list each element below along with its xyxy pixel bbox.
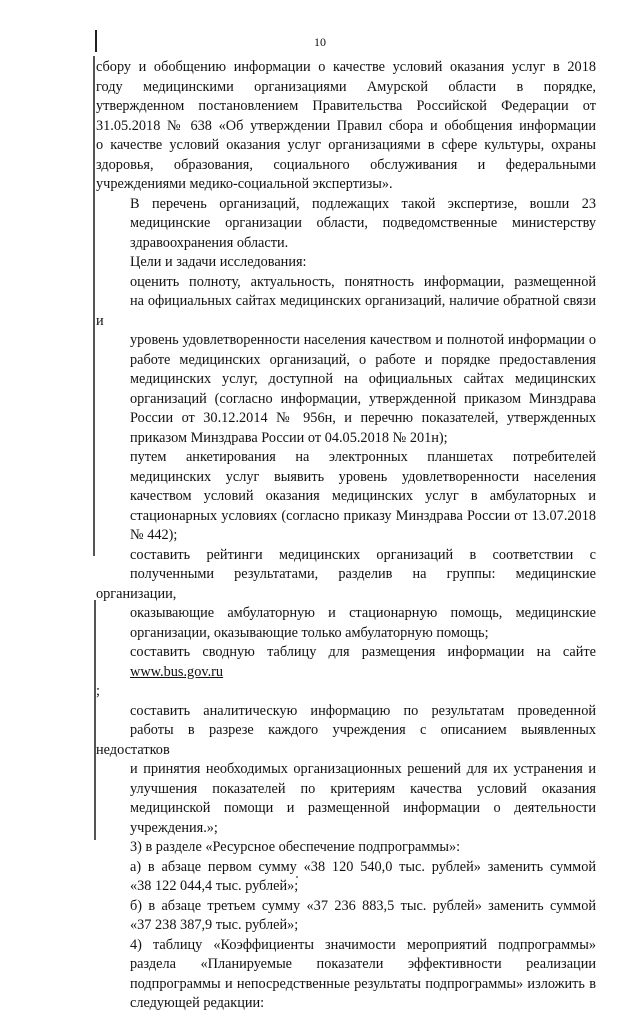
text-line: следующей редакции: (130, 995, 265, 1011)
text-line: учреждения.»; (130, 819, 218, 836)
scan-edge-line (93, 56, 95, 556)
text-line: стационарных условиях (согласно приказу Минздрава России от 13.07.2018 (130, 507, 596, 524)
text-line: медицинских услуг, доступной на официальных сайтах медицинских (130, 371, 596, 387)
paragraph (96, 838, 596, 858)
paragraph (96, 643, 596, 702)
text-line: году медицинскими организациями Амурской области в порядке, (96, 78, 596, 95)
text-line: оценить полноту, актуальность, понятность информации, размещенной (130, 273, 596, 290)
website-link[interactable]: www.bus.gov.ru (130, 663, 224, 680)
text-line: на официальных сайтах медицинских организаций, наличие обратной связи и (96, 293, 596, 329)
paragraph (96, 936, 596, 1014)
text-line: полученными результатами, разделив на группы: медицинские организации, (96, 566, 596, 602)
text-line: 4) таблицу «Коэффициенты значимости мероприятий подпрограммы» (130, 936, 596, 953)
text-line: здравоохранения области. (130, 234, 289, 251)
text-line: о качестве условий оказания услуг организациями в сфере культуры, охраны (96, 137, 596, 153)
punctuation: ; (96, 683, 100, 699)
text-line: а) в абзаце первом сумму «38 120 540,0 тыс. рублей» заменить суммой (130, 858, 596, 875)
text-line: 3) в разделе «Ресурсное обеспечение подпрограммы»: (130, 839, 461, 855)
text-line: 31.05.2018 № 638 «Об утверждении Правил сбора и обобщения информации (96, 117, 596, 134)
text-line: «38 122 044,4 тыс. рублей»; (130, 878, 299, 894)
text-line: улучшения показателей по критериям качества условий оказания (130, 780, 596, 797)
paragraph (96, 273, 596, 449)
text-line: здоровья, образования, социального обслуживания и федеральными (96, 156, 596, 173)
text-line: подпрограммы и непосредственные результаты подпрограммы» изложить в (130, 975, 596, 992)
paragraph (96, 253, 596, 273)
text-line: и принятия необходимых организационных решений для их устранения и (130, 761, 596, 777)
text-line: № 442); (130, 527, 178, 543)
paragraph (96, 448, 596, 546)
paragraph (96, 546, 596, 644)
text-line: качеством условий оказания медицинских услуг в амбулаторных и (130, 488, 596, 504)
text-line: учреждениями медико-социальной экспертизы». (96, 176, 393, 192)
text-line (96, 663, 596, 702)
text-line: работе медицинских организаций, о работе и порядке предоставления (130, 351, 596, 368)
text-line: России от 30.12.2014 № 956н, и перечню показателей, утвержденных (130, 410, 596, 426)
text-line: составить аналитическую информацию по результатам проведенной (130, 702, 596, 719)
paragraph (96, 195, 596, 254)
scan-speck (296, 876, 298, 878)
text-line: приказом Минздрава России от 04.05.2018 № 201н); (130, 429, 448, 446)
text-line: б) в абзаце третьем сумму «37 236 883,5 тыс. рублей» заменить суммой (130, 897, 596, 914)
text-line: В перечень организаций, подлежащих такой экспертизе, вошли 23 (130, 195, 596, 212)
text-line: работы в разрезе каждого учреждения с описанием выявленных недостатков (96, 722, 596, 758)
text-line: составить сводную таблицу для размещения информации на сайте (130, 644, 596, 660)
text-line: путем анкетирования на электронных планшетах потребителей (130, 449, 596, 465)
text-line: организаций (согласно информации, утвержденной приказом Минздрава (130, 390, 596, 407)
paragraph (96, 897, 596, 936)
text-line: «37 238 387,9 тыс. рублей»; (130, 917, 299, 933)
text-line: оказывающие амбулаторную и стационарную помощь, медицинские (130, 605, 596, 621)
text-line: уровень удовлетворенности населения качеством и полнотой информации о (130, 332, 596, 348)
text-line: Цели и задачи исследования: (130, 254, 307, 270)
text-line: раздела «Планируемые показатели эффективности реализации (130, 956, 596, 972)
text-line: составить рейтинги медицинских организаций в соответствии с (130, 546, 596, 563)
text-line: утвержденном постановлением Правительства Российской Федерации от (96, 98, 596, 114)
text-line: медицинской помощи и размещенной информации о деятельности (130, 800, 596, 816)
document-body (96, 58, 596, 1014)
text-line: медицинских услуг выявить уровень удовлетворенности населения (130, 468, 596, 485)
text-line: организации, оказывающие только амбулаторную помощь; (130, 624, 489, 641)
page-number: 10 (314, 35, 326, 49)
text-line: сбору и обобщению информации о качестве условий оказания услуг в 2018 (96, 59, 596, 75)
paragraph (96, 858, 596, 897)
paragraph (96, 58, 596, 195)
paragraph (96, 702, 596, 839)
text-line: медицинские организации области, подведомственные министерству (130, 215, 596, 231)
